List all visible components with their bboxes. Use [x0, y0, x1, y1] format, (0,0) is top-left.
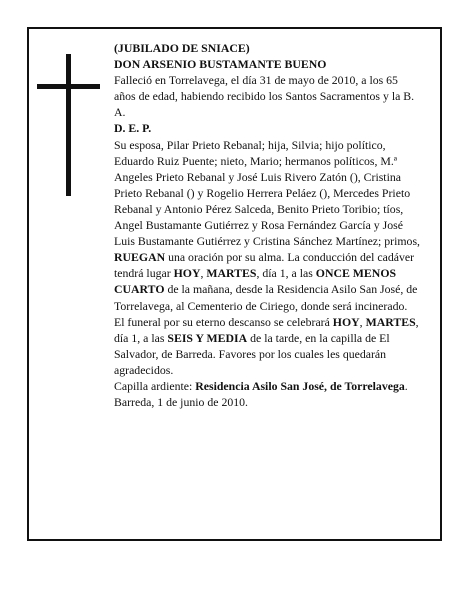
- funeral-text-6: , día 1, a las: [114, 314, 419, 345]
- funeral-text-7: de la tarde, en la capilla de El Salvador, de Barreda. Favores por los cuales les quedarán agradecidos.: [114, 330, 390, 377]
- capilla-place: Residencia Asilo San José, de Torrelavega: [195, 378, 405, 393]
- header-line-1: (JUBILADO DE SNIACE): [114, 41, 250, 55]
- time-text-1: ONCE MENOS CUARTO: [114, 266, 397, 297]
- martes-text-1: MARTES: [206, 266, 257, 281]
- cross-icon-bar: [37, 84, 100, 89]
- cross-icon: [66, 54, 71, 196]
- capilla-paragraph: [114, 378, 420, 394]
- hoy-text-1: HOY: [173, 266, 201, 281]
- dep-line: D. E. P.: [114, 121, 152, 136]
- capilla-end: .: [404, 378, 408, 393]
- martes-text-2: MARTES: [365, 314, 416, 329]
- time-text-2: SEIS Y MEDIA: [167, 330, 248, 345]
- obituary-text: [114, 40, 420, 410]
- hoy-text-2: HOY: [332, 314, 360, 329]
- family-paragraph: Su esposa, Pilar Prieto Rebanal; hija, Silvia; hijo político, Eduardo Ruiz Puente; nieto, Mario; hermanos políticos, M.ª Angeles Prieto Rebanal y José Luis Rivero Zatón (), Cristina Prieto Rebanal () y Rogelio Herrera Peláez (), Mercedes Prieto Rebanal y Antonio Pérez Salceda, Benito Prieto Toribio; tíos, Angel Bustamante Gutiérrez y Rosa Fernández García y José Luis Bustamante Gutiérrez y Cristina Sánchez Martínez; primos,: [114, 137, 420, 249]
- closing-line: Barreda, 1 de junio de 2010.: [114, 395, 248, 410]
- funeral-text-3: , día 1, a las: [256, 266, 316, 281]
- funeral-text-4: de la mañana, desde la Residencia Asilo San José, de Torrelavega, al Cementerio de Ciriego, donde será incinerado. El funeral por su eterno descanso se celebrará: [114, 282, 418, 329]
- ruegan-text: RUEGAN: [114, 250, 166, 265]
- intro-paragraph: Falleció en Torrelavega, el día 31 de mayo de 2010, a los 65 años de edad, habiendo recibido los Santos Sacramentos y la B. A.: [114, 73, 415, 120]
- funeral-paragraph: [114, 249, 420, 378]
- capilla-label: Capilla ardiente:: [114, 378, 196, 393]
- funeral-text-1: una oración por su alma. La conducción del cadáver tendrá lugar: [114, 250, 415, 281]
- funeral-text-2: ,: [200, 266, 207, 281]
- deceased-name: DON ARSENIO BUSTAMANTE BUENO: [114, 57, 327, 72]
- funeral-text-5: ,: [359, 314, 366, 329]
